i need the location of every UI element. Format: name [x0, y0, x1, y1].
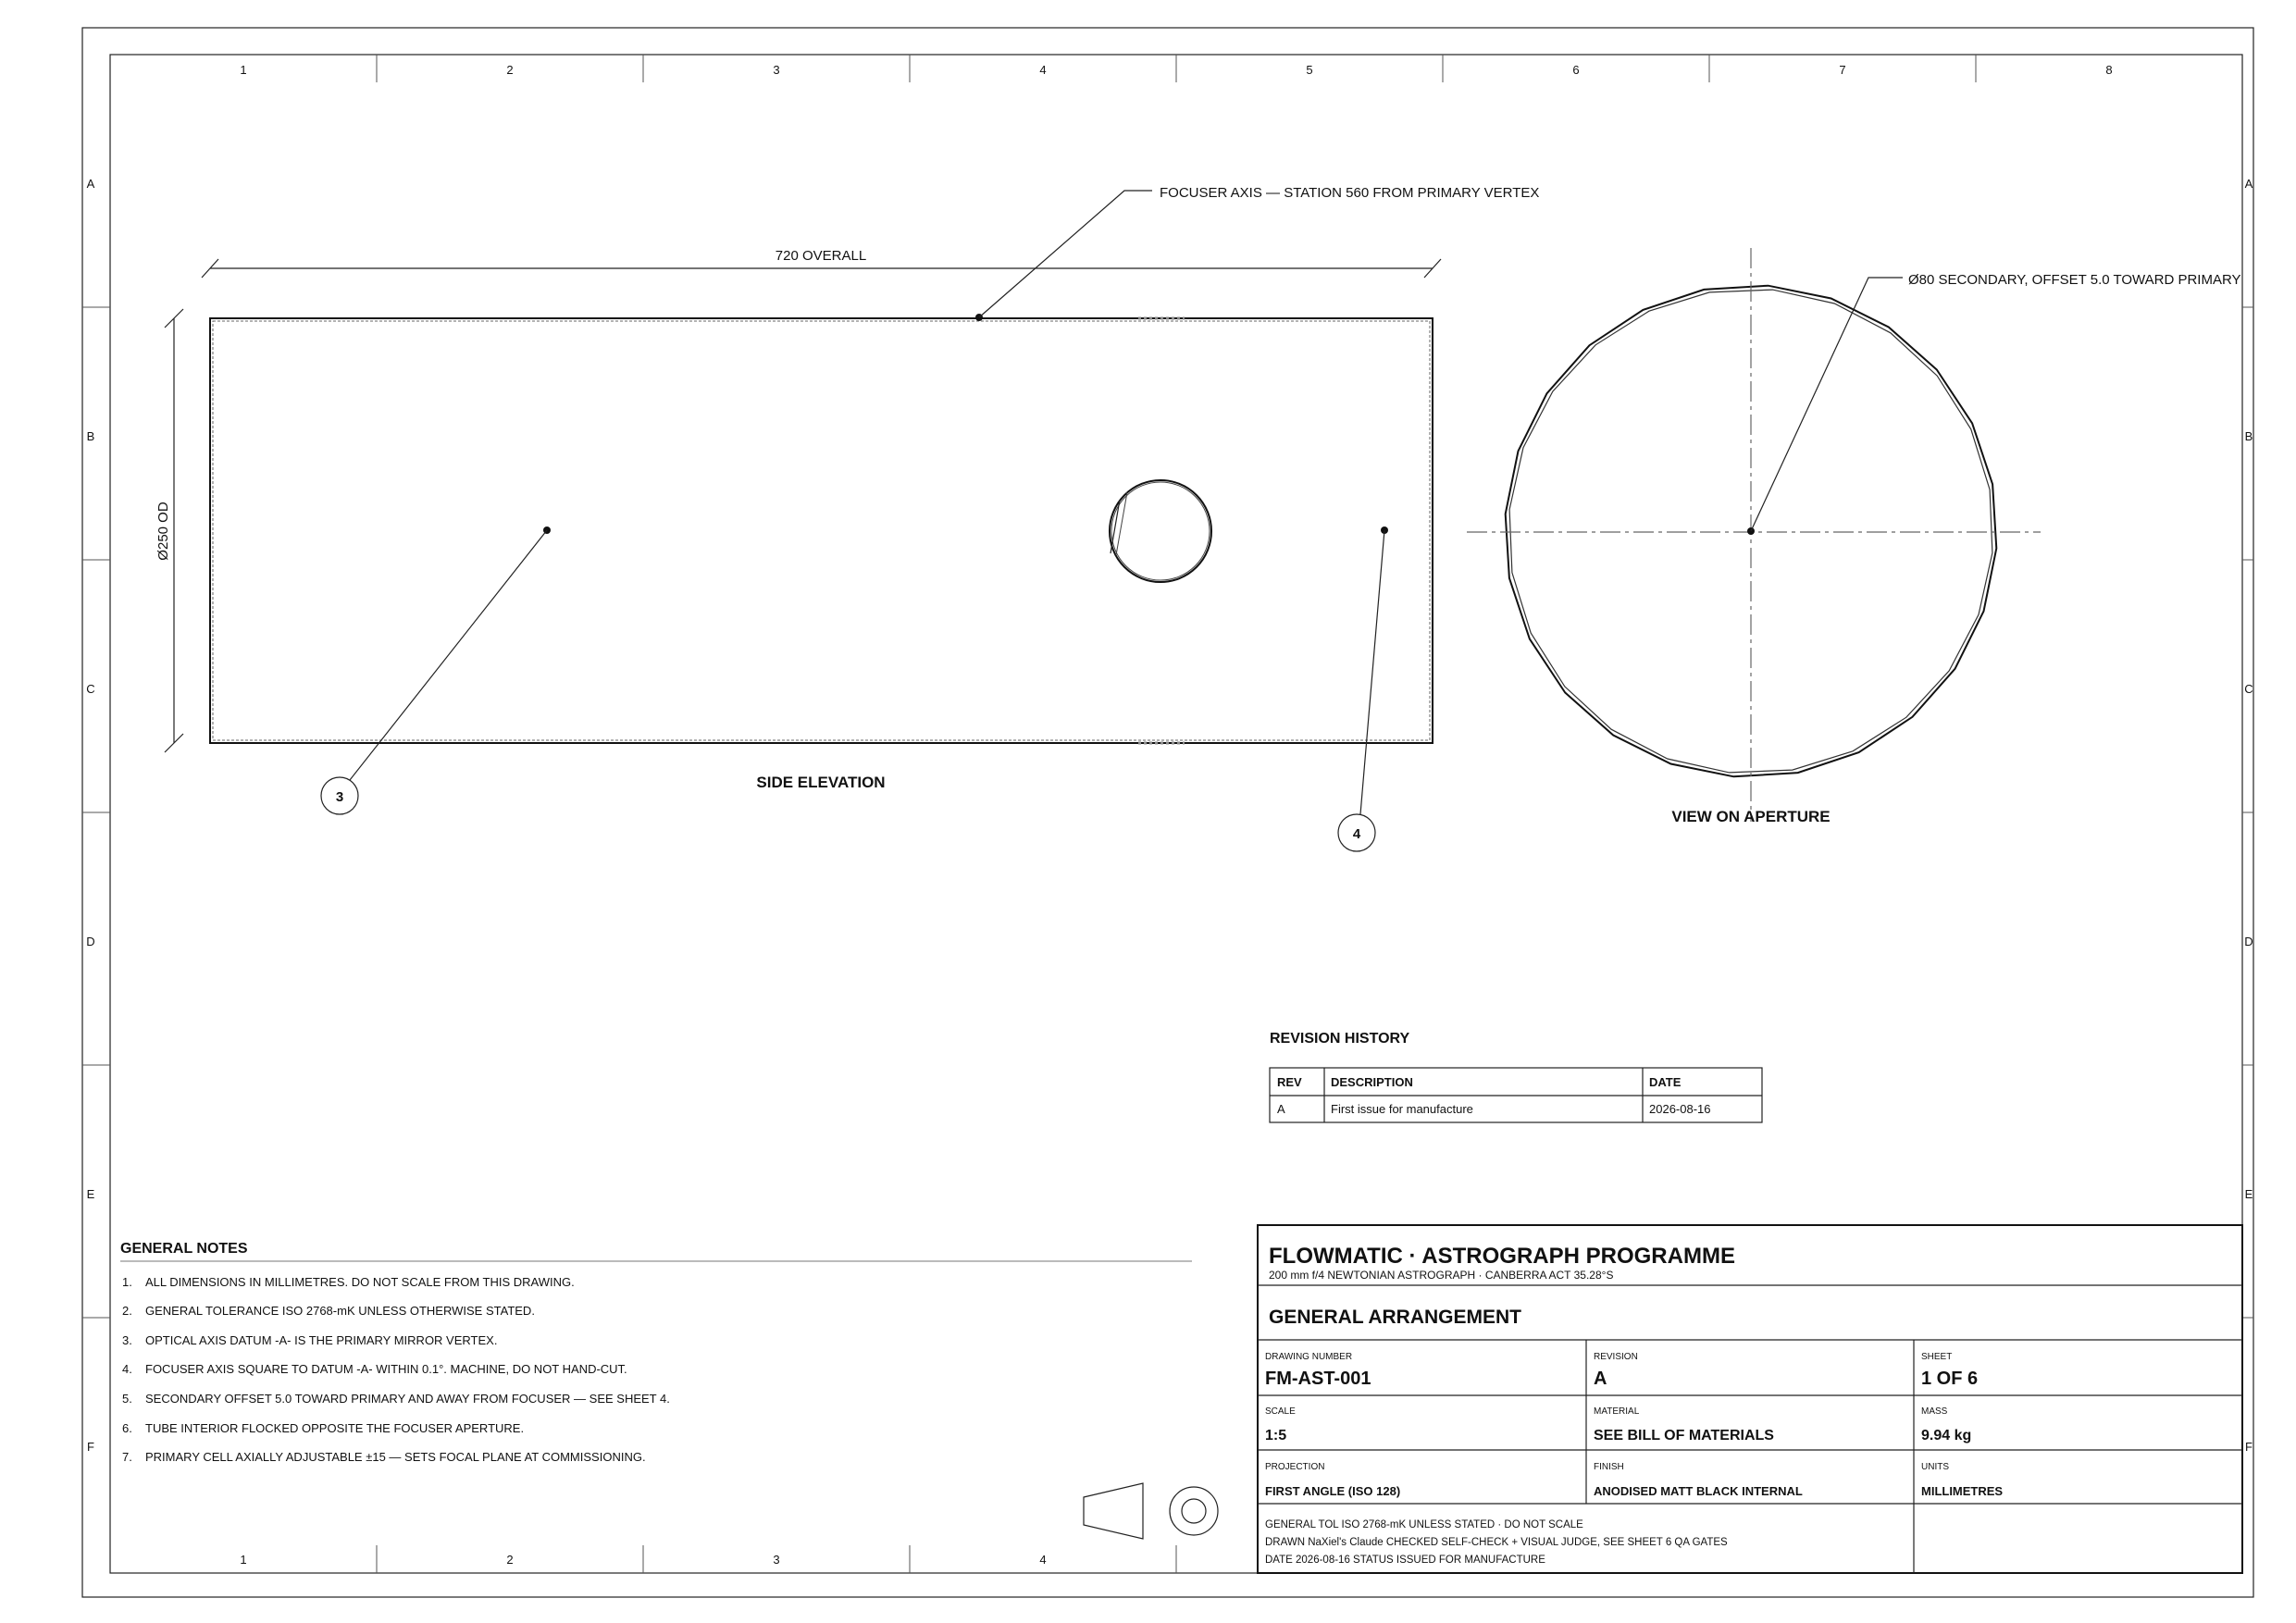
zone-row-left: B — [86, 429, 95, 443]
zone-row-right: E — [2244, 1187, 2253, 1201]
focuser-aperture — [1110, 480, 1211, 582]
revision-history — [1270, 1031, 1762, 1122]
balloon-label: 3 — [335, 789, 344, 805]
general-notes — [120, 1241, 1192, 1464]
zone-col-top: 1 — [240, 63, 247, 77]
aperture-view — [1467, 248, 2241, 825]
zone-col-top: 8 — [2105, 63, 2113, 77]
first-angle-projection-icon — [1084, 1483, 1218, 1539]
field-label: PROJECTION — [1265, 1462, 1325, 1472]
field-label: FINISH — [1594, 1462, 1624, 1472]
zone-col-bottom: 4 — [1039, 1553, 1047, 1567]
zone-col-top: 6 — [1572, 63, 1580, 77]
field-label: DRAWING NUMBER — [1265, 1352, 1353, 1362]
note-item: ALL DIMENSIONS IN MILLIMETRES. DO NOT SCALE FROM THIS DRAWING. — [145, 1275, 575, 1289]
note-item: GENERAL TOLERANCE ISO 2768-mK UNLESS OTHERWISE STATED. — [145, 1304, 535, 1318]
zone-col-top: 2 — [506, 63, 514, 77]
note-item: OPTICAL AXIS DATUM -A- IS THE PRIMARY MIRROR VERTEX. — [145, 1333, 498, 1347]
zone-row-left: D — [86, 935, 95, 948]
zone-col-bottom: 1 — [240, 1553, 247, 1567]
general-notes-title: GENERAL NOTES — [120, 1241, 248, 1257]
scale-value: 1:5 — [1265, 1428, 1287, 1443]
sheet-value: 1 OF 6 — [1921, 1369, 1979, 1389]
secondary-callout: Ø80 SECONDARY, OFFSET 5.0 TOWARD PRIMARY — [1908, 272, 2241, 288]
revision-history-title: REVISION HISTORY — [1270, 1031, 1410, 1047]
tube-inner-wall — [213, 321, 1430, 740]
rev-header: DESCRIPTION — [1331, 1075, 1413, 1089]
rev-header: DATE — [1649, 1075, 1682, 1089]
note-number: 2. — [122, 1304, 132, 1318]
drawn-checked-line: DRAWN NaXiel's Claude CHECKED SELF-CHECK + VISUAL JUDGE, SEE SHEET 6 QA GATES — [1265, 1537, 1728, 1548]
diameter-dimension: Ø250 OD — [155, 502, 171, 561]
rev-cell: A — [1277, 1102, 1285, 1116]
zone-row-right: B — [2244, 429, 2253, 443]
note-item: PRIMARY CELL AXIALLY ADJUSTABLE ±15 — SETS FOCAL PLANE AT COMMISSIONING. — [145, 1450, 646, 1464]
drawing-number: FM-AST-001 — [1265, 1369, 1371, 1389]
title-block — [1258, 1225, 2242, 1573]
note-number: 3. — [122, 1333, 132, 1347]
zone-row-right: D — [2244, 935, 2253, 948]
units-value: MILLIMETRES — [1921, 1484, 2004, 1498]
side-elevation-title: SIDE ELEVATION — [756, 774, 886, 791]
company-name: FLOWMATIC · ASTROGRAPH PROGRAMME — [1269, 1244, 1735, 1269]
projection-value: FIRST ANGLE (ISO 128) — [1265, 1484, 1401, 1498]
note-number: 5. — [122, 1392, 132, 1406]
note-number: 6. — [122, 1421, 132, 1435]
focuser-callout: FOCUSER AXIS — STATION 560 FROM PRIMARY VERTEX — [1160, 185, 1540, 201]
balloon-label: 4 — [1352, 826, 1361, 842]
zone-col-bottom: 3 — [773, 1553, 780, 1567]
zone-col-top: 4 — [1039, 63, 1047, 77]
note-number: 1. — [122, 1275, 132, 1289]
note-item: SECONDARY OFFSET 5.0 TOWARD PRIMARY AND AWAY FROM FOCUSER — SEE SHEET 4. — [145, 1392, 670, 1406]
rev-header: REV — [1277, 1075, 1302, 1089]
zone-row-left: C — [86, 682, 95, 696]
zone-row-left: E — [86, 1187, 95, 1201]
drawing-subtitle: 200 mm f/4 NEWTONIAN ASTROGRAPH · CANBERRA ACT 35.28°S — [1269, 1269, 1614, 1282]
zone-row-right: C — [2244, 682, 2253, 696]
tube-outline — [210, 318, 1433, 743]
finish-value: ANODISED MATT BLACK INTERNAL — [1594, 1484, 1803, 1498]
zone-row-right: F — [2245, 1440, 2253, 1454]
aperture-view-title: VIEW ON APERTURE — [1671, 808, 1831, 825]
zone-col-bottom: 2 — [506, 1553, 514, 1567]
zone-col-top: 7 — [1839, 63, 1846, 77]
field-label: MATERIAL — [1594, 1406, 1640, 1417]
date-status-line: DATE 2026-08-16 STATUS ISSUED FOR MANUFACTURE — [1265, 1555, 1545, 1566]
rev-cell: First issue for manufacture — [1331, 1102, 1473, 1116]
zone-col-top: 3 — [773, 63, 780, 77]
field-label: UNITS — [1921, 1462, 1949, 1472]
rev-cell: 2026-08-16 — [1649, 1102, 1711, 1116]
revision-value: A — [1594, 1369, 1607, 1389]
side-elevation-view — [155, 185, 1539, 851]
field-label: MASS — [1921, 1406, 1948, 1417]
zone-row-left: A — [86, 177, 95, 191]
field-label: SCALE — [1265, 1406, 1296, 1417]
field-label: SHEET — [1921, 1352, 1953, 1362]
tolerance-line: GENERAL TOL ISO 2768-mK UNLESS STATED · DO NOT SCALE — [1265, 1519, 1583, 1530]
note-number: 7. — [122, 1450, 132, 1464]
overall-dimension: 720 OVERALL — [775, 248, 867, 264]
note-number: 4. — [122, 1362, 132, 1376]
note-item: TUBE INTERIOR FLOCKED OPPOSITE THE FOCUSER APERTURE. — [145, 1421, 525, 1435]
note-item: FOCUSER AXIS SQUARE TO DATUM -A- WITHIN 0.1°. MACHINE, DO NOT HAND-CUT. — [145, 1362, 627, 1376]
zone-row-left: F — [87, 1440, 94, 1454]
drawing-title: GENERAL ARRANGEMENT — [1269, 1307, 1522, 1328]
field-label: REVISION — [1594, 1352, 1638, 1362]
material-value: SEE BILL OF MATERIALS — [1594, 1428, 1774, 1443]
zone-col-top: 5 — [1306, 63, 1313, 77]
zone-row-right: A — [2244, 177, 2253, 191]
mass-value: 9.94 kg — [1921, 1428, 1972, 1443]
